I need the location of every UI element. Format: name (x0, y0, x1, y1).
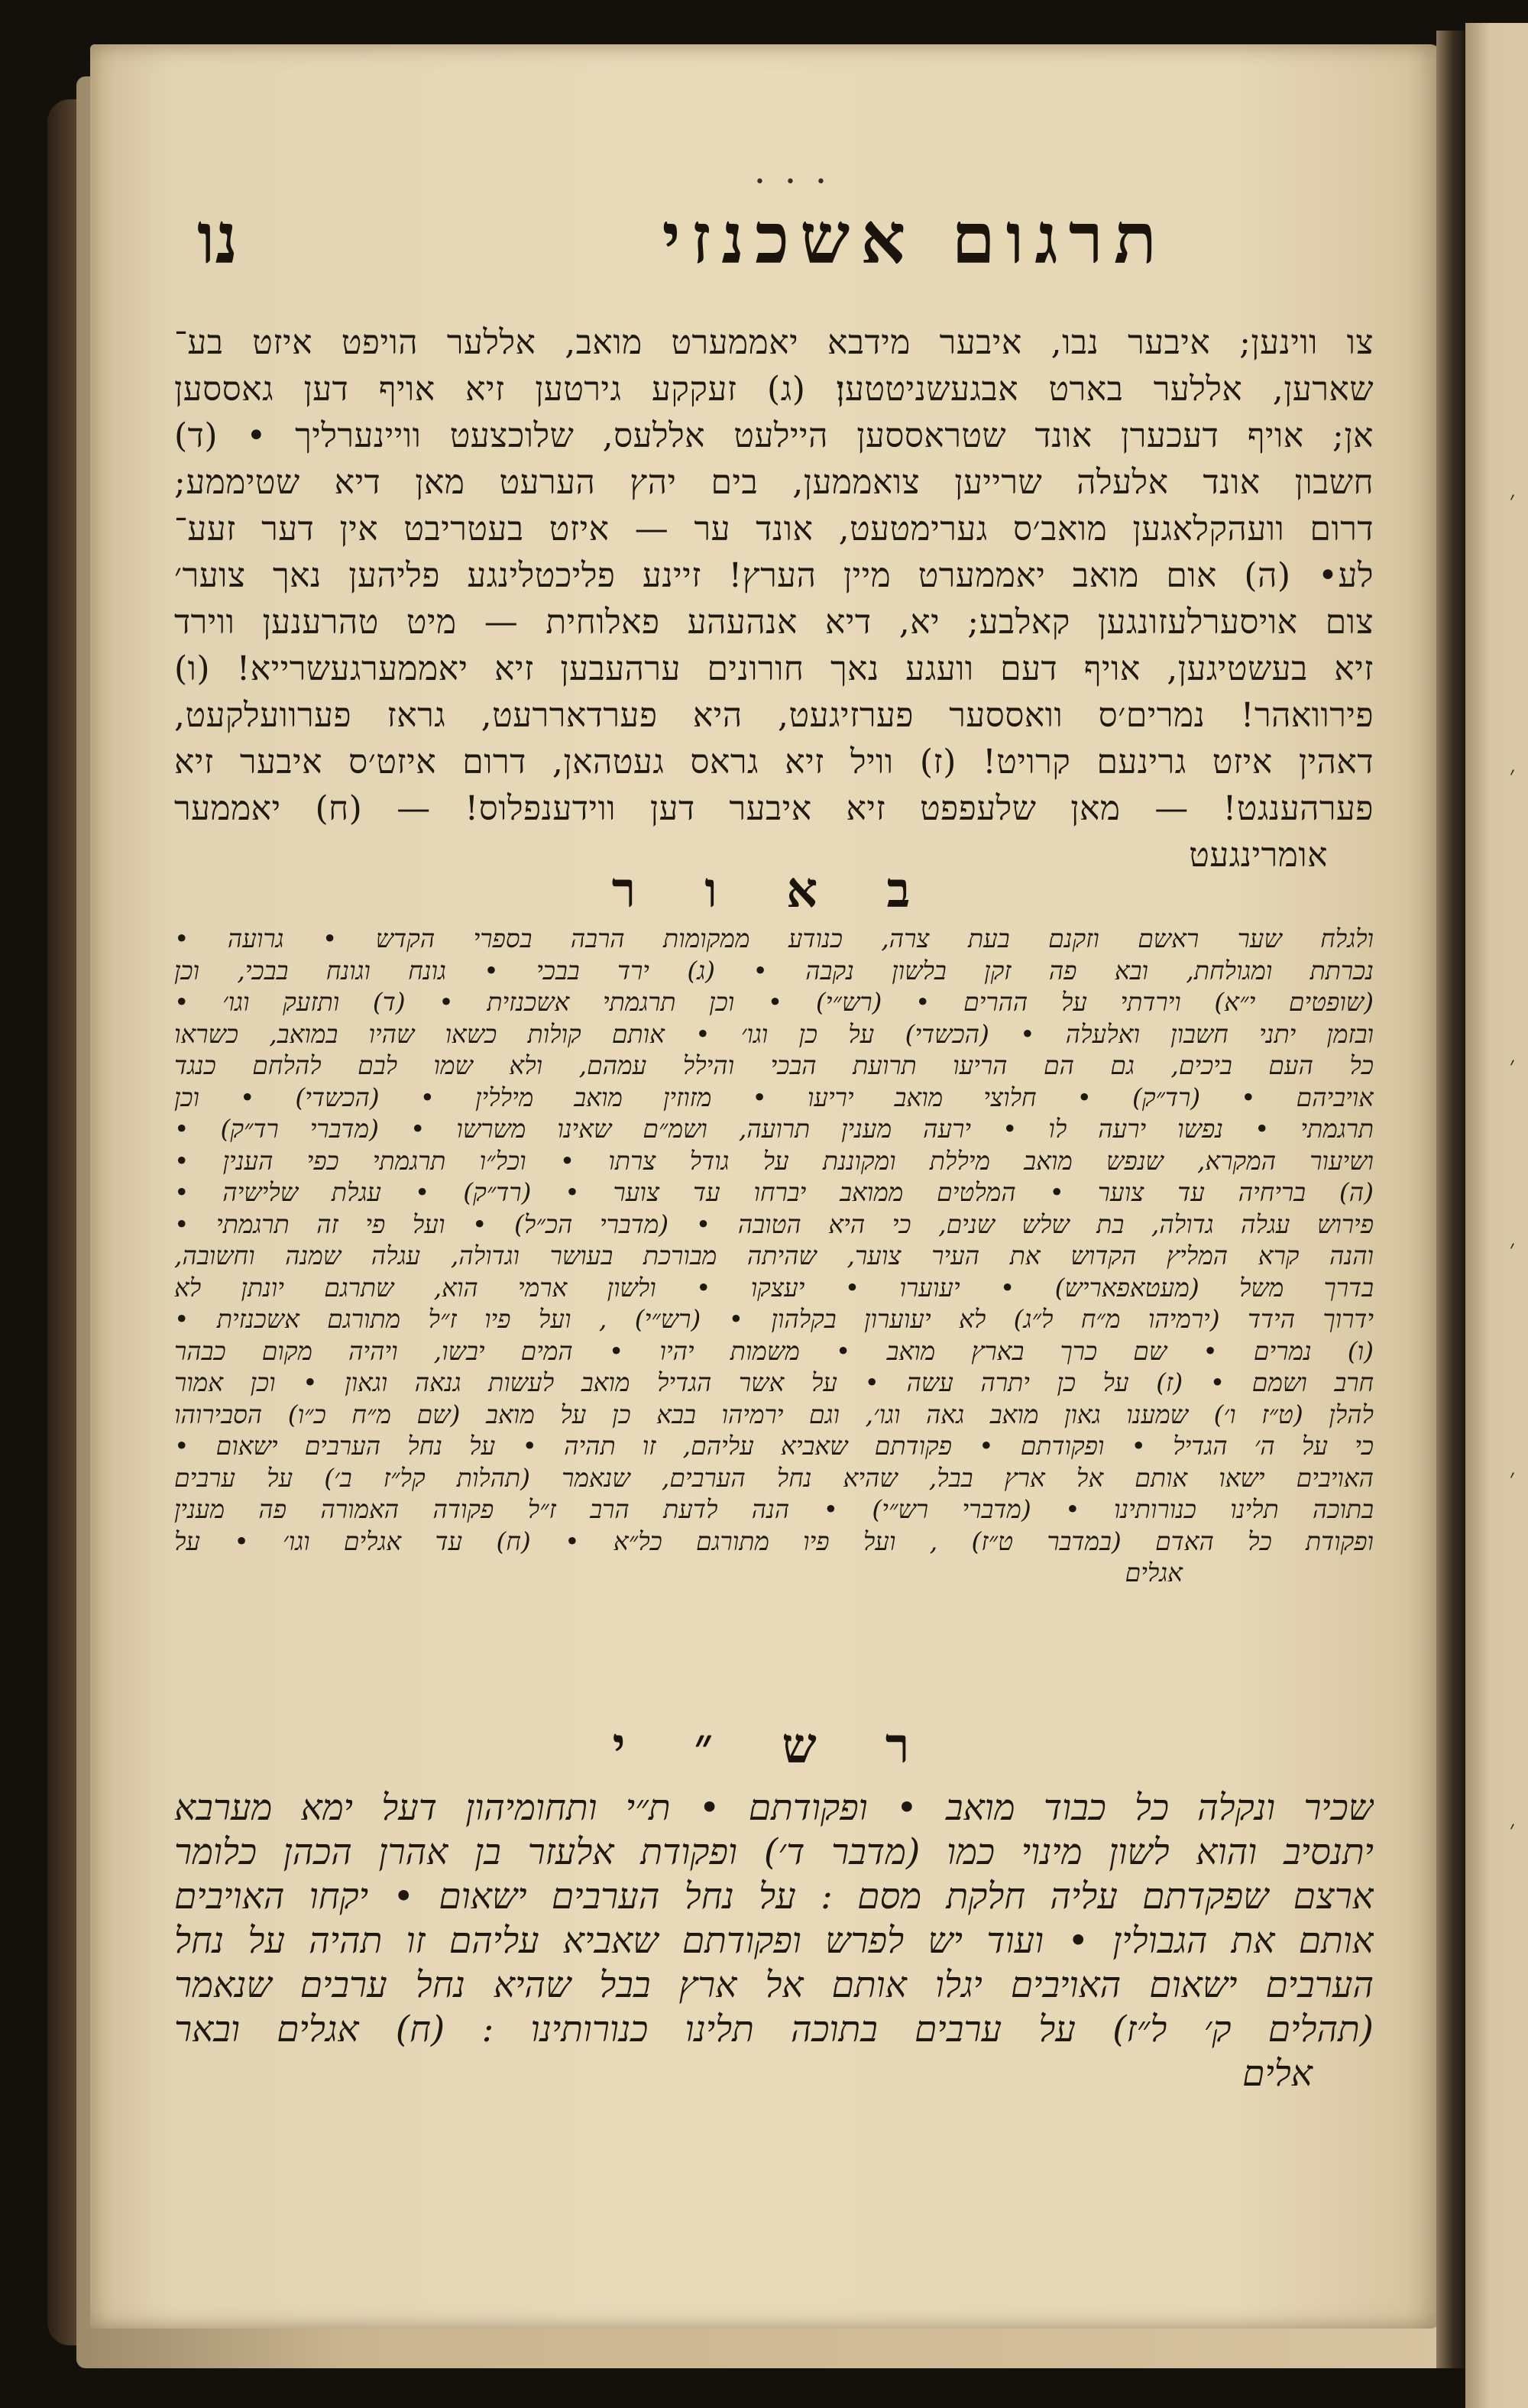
translation-line: לע• (ה) אום מואב יאממערט מיין הערץ! זיינע פליכטלינגע פליהען נאך צוער׳ (174, 556, 1374, 595)
page-number: נו (197, 197, 238, 280)
rashi-line: יתנסיב והוא לשון מינוי כמו (מדבר ד׳) ופקודת אלעזר בן אהרן הכהן כלומר (174, 1831, 1374, 1873)
biur-line: (ו) נמרים • שם כרך בארץ מואב • משמות יהיו • המים יבשו, ויהיה מקום כבהר (174, 1335, 1374, 1366)
facing-page-mark: ׳ (1510, 487, 1515, 513)
biur-commentary-text (174, 923, 1374, 1589)
biur-line: בדרך משל (מעטאפאריש) • יעוערו • יעצקו • ולשון ארמי הוא, שתרגם יונתן לא (174, 1272, 1374, 1303)
biur-line: חרב ושמם • (ז) על כן יתרה עשה • על אשר הגדיל מואב לעשות גנאה וגאון • וכן אמור (174, 1367, 1374, 1397)
running-head (174, 197, 1366, 296)
biur-line: אויביהם • (רד״ק) • חלוצי מואב יריעו • מזוזין מואב מיללין • (הכשדי) • וכן (174, 1082, 1374, 1112)
rashi-line: ארצם שפקדתם עליה חלקת מסם : על נחל הערבים ישאום • יקחו האויבים (174, 1876, 1374, 1918)
translation-line: דאהין איזט גרינעם קרויט! (ז) וויל זיא גראס געטהאן, דרום איזט׳ס איבער זיא (174, 743, 1374, 782)
biur-line: בתוכה תלינו כנורותינו • (מדברי רש״י) • הנה לדעת הרב ז״ל פקודה האמורה פה מענין (174, 1494, 1374, 1524)
biur-line: (ה) בריחיה עד צוער • המלטים ממואב יברחו עד צוער • (רד״ק) • עגלת שלישיה • (174, 1177, 1374, 1207)
rashi-line: אלים (1242, 2053, 1313, 2095)
biur-line: כי על ה׳ הגדיל • ופקודתם • פקודתם שאביא עליהם, זו תהיה • על נחל הערבים ישאום • (174, 1431, 1374, 1461)
biur-heading: ב א ו ר (611, 862, 937, 919)
page-content (90, 44, 1441, 2329)
facing-page-mark: ׳ (1510, 1816, 1515, 1843)
rashi-line: הערבים ישאום האויבים יגלו אותם אל ארץ בבל שהיא נחל ערבים שנאמר (174, 1964, 1374, 2006)
rashi-line: שכיר ונקלה כל כבוד מואב • ופקודתם • ת״י ותחומיהון דעל ימא מערבא (174, 1787, 1374, 1829)
translation-line: חשבון אונד אלעלה שרייען צואממען, בים יהץ הערעט מאן דיא שטיממע; (174, 463, 1374, 502)
translation-line: פערהענגט! — מאן שלעפפט זיא איבער דען ווידענפלוס! — (ח) יאממער (174, 789, 1374, 828)
rashi-line: (תהלים ק׳ ל״ז) על ערבים בתוכה תלינו כנורותינו : (ח) אגלים ובאר (174, 2008, 1374, 2050)
biur-line: האויבים ישאו אותם אל ארץ בבל, שהיא נחל הערבים, שנאמר (תהלות קל״ז ב׳) על ערבים (174, 1462, 1374, 1493)
facing-page-mark: ׳ (1510, 762, 1515, 788)
biur-line: פירוש עגלה גדולה, בת שלש שנים, כי היא הטובה • (מדברי הכ״ל) • ועל פי זה תרגמתי • (174, 1209, 1374, 1239)
biur-line: להלן (ט״ז ו׳) שמענו גאון מואב גאה וגו׳, וגם ירמיהו בבא כן על מואב (שם מ״ח כ״ו) הסבירוהו (174, 1399, 1374, 1429)
biur-line: ופקודת כל האדם (במדבר ט״ז) , ועל פיו מתורגם כל״א • (ח) עד אגלים וגו׳ • על (174, 1526, 1374, 1556)
biur-line: והנה קרא המליץ הקדוש את העיר צוער, שהיתה מבורכת בעושר וגדולה, עגלה שמנה וחשובה, (174, 1241, 1374, 1270)
translation-line: צום אויסערלעזונגען קאלבע; יא, דיא אנהעהע פאלוחית — מיט טהרענען ווירד (174, 603, 1374, 642)
facing-page-mark: ׳ (1510, 1052, 1515, 1079)
biur-line: ובזמן יתני חשבון ואלעלה • (הכשדי) על כן וגו׳ • אותם קולות כשאו שהיו במואב, כשראו (174, 1018, 1374, 1049)
translation-line: אומרינגעט (1189, 836, 1328, 875)
book-gutter (1436, 31, 1467, 2368)
biur-line: אגלים (1125, 1558, 1183, 1588)
translation-line: צו ווינען; איבער נבו, איבער מידבא יאממערט מואב, אללער הויפט איזט בע־ (174, 323, 1374, 362)
ornament-dots: • • • (755, 173, 834, 192)
rashi-line: אותם את הגבולין • ועוד יש לפרש ופקודתם שאביא עליהם זו תהיה על נחל (174, 1920, 1374, 1962)
rashi-commentary-text (174, 1786, 1374, 2096)
biur-line: (שופטים י״א) וירדתי על ההרים • (רש״י) • וכן תרגמתי אשכנזית • (ד) ותזעק וגו׳ • (174, 987, 1374, 1017)
biur-line: כל העם ביכים, גם הם הריעו תרועת הבכי והילל עמהם, ולא שמו לבם להלחם כנגד (174, 1050, 1374, 1080)
facing-page-mark: ׳ (1510, 1235, 1515, 1262)
facing-page-marks (1507, 0, 1528, 2408)
running-head-title: תרגום אשכנזי (662, 197, 1167, 280)
biur-line: ושיעור המקרא, שנפש מואב מיללת ומקוננת על גודל צרתו • וכל״ו תרגמתי כפי הענין • (174, 1145, 1374, 1176)
biur-line: ידרוך הידד (ירמיהו מ״ח ל״ג) לא יעוערון בקלהון • (רש״י) , ועל פיו ז״ל מתורגם אשכנזית • (174, 1304, 1374, 1334)
biur-line: תרגמתי • נפשו ירעה לו • ירעה מענין תרועה, ושמ״ם שאינו משרשו • (מדברי רד״ק) • (174, 1114, 1374, 1144)
translation-line: שארען, אללער בארט אבגעשניטטען׃ (ג) זעקקע גירטען זיא אויף דען גאססען (174, 370, 1374, 409)
translation-line: זיא בעשטיגען, אויף דעם וועגע נאך חורונים ערהעבען זיא יאממערגעשרייא! (ו) (174, 649, 1374, 688)
book-page (90, 44, 1441, 2329)
translation-line: אן; אויף דעכערן אונד שטראססען היילעט אללעס, שלוכצעט וויינערליך • (ד) (174, 416, 1374, 455)
rashi-heading: ר ש ״ י (612, 1717, 936, 1775)
translation-line: פירוואהר! נמרים׳ס וואססער פערזיגעט, היא פערדאררעט, גראז פערוועלקעט, (174, 696, 1374, 735)
facing-page-mark: ׳ (1510, 1465, 1515, 1491)
biur-line: נכרתת ומגולחת, ובא פה זקן בלשון נקבה • (ג) ירד בבכי • גונח וגונח בבכי, וכן (174, 955, 1374, 986)
biur-line: ולגלח שער ראשם וזקנם בעת צרה, כנודע ממקומות הרבה בספרי הקדש • גרועה • (174, 924, 1374, 953)
translation-line: דרום וועהקלאגען מואב׳ס גערימטעט, אונד ער — איזט בעטריבט אין דער זעע־ (174, 510, 1374, 549)
main-translation-text (174, 319, 1374, 879)
